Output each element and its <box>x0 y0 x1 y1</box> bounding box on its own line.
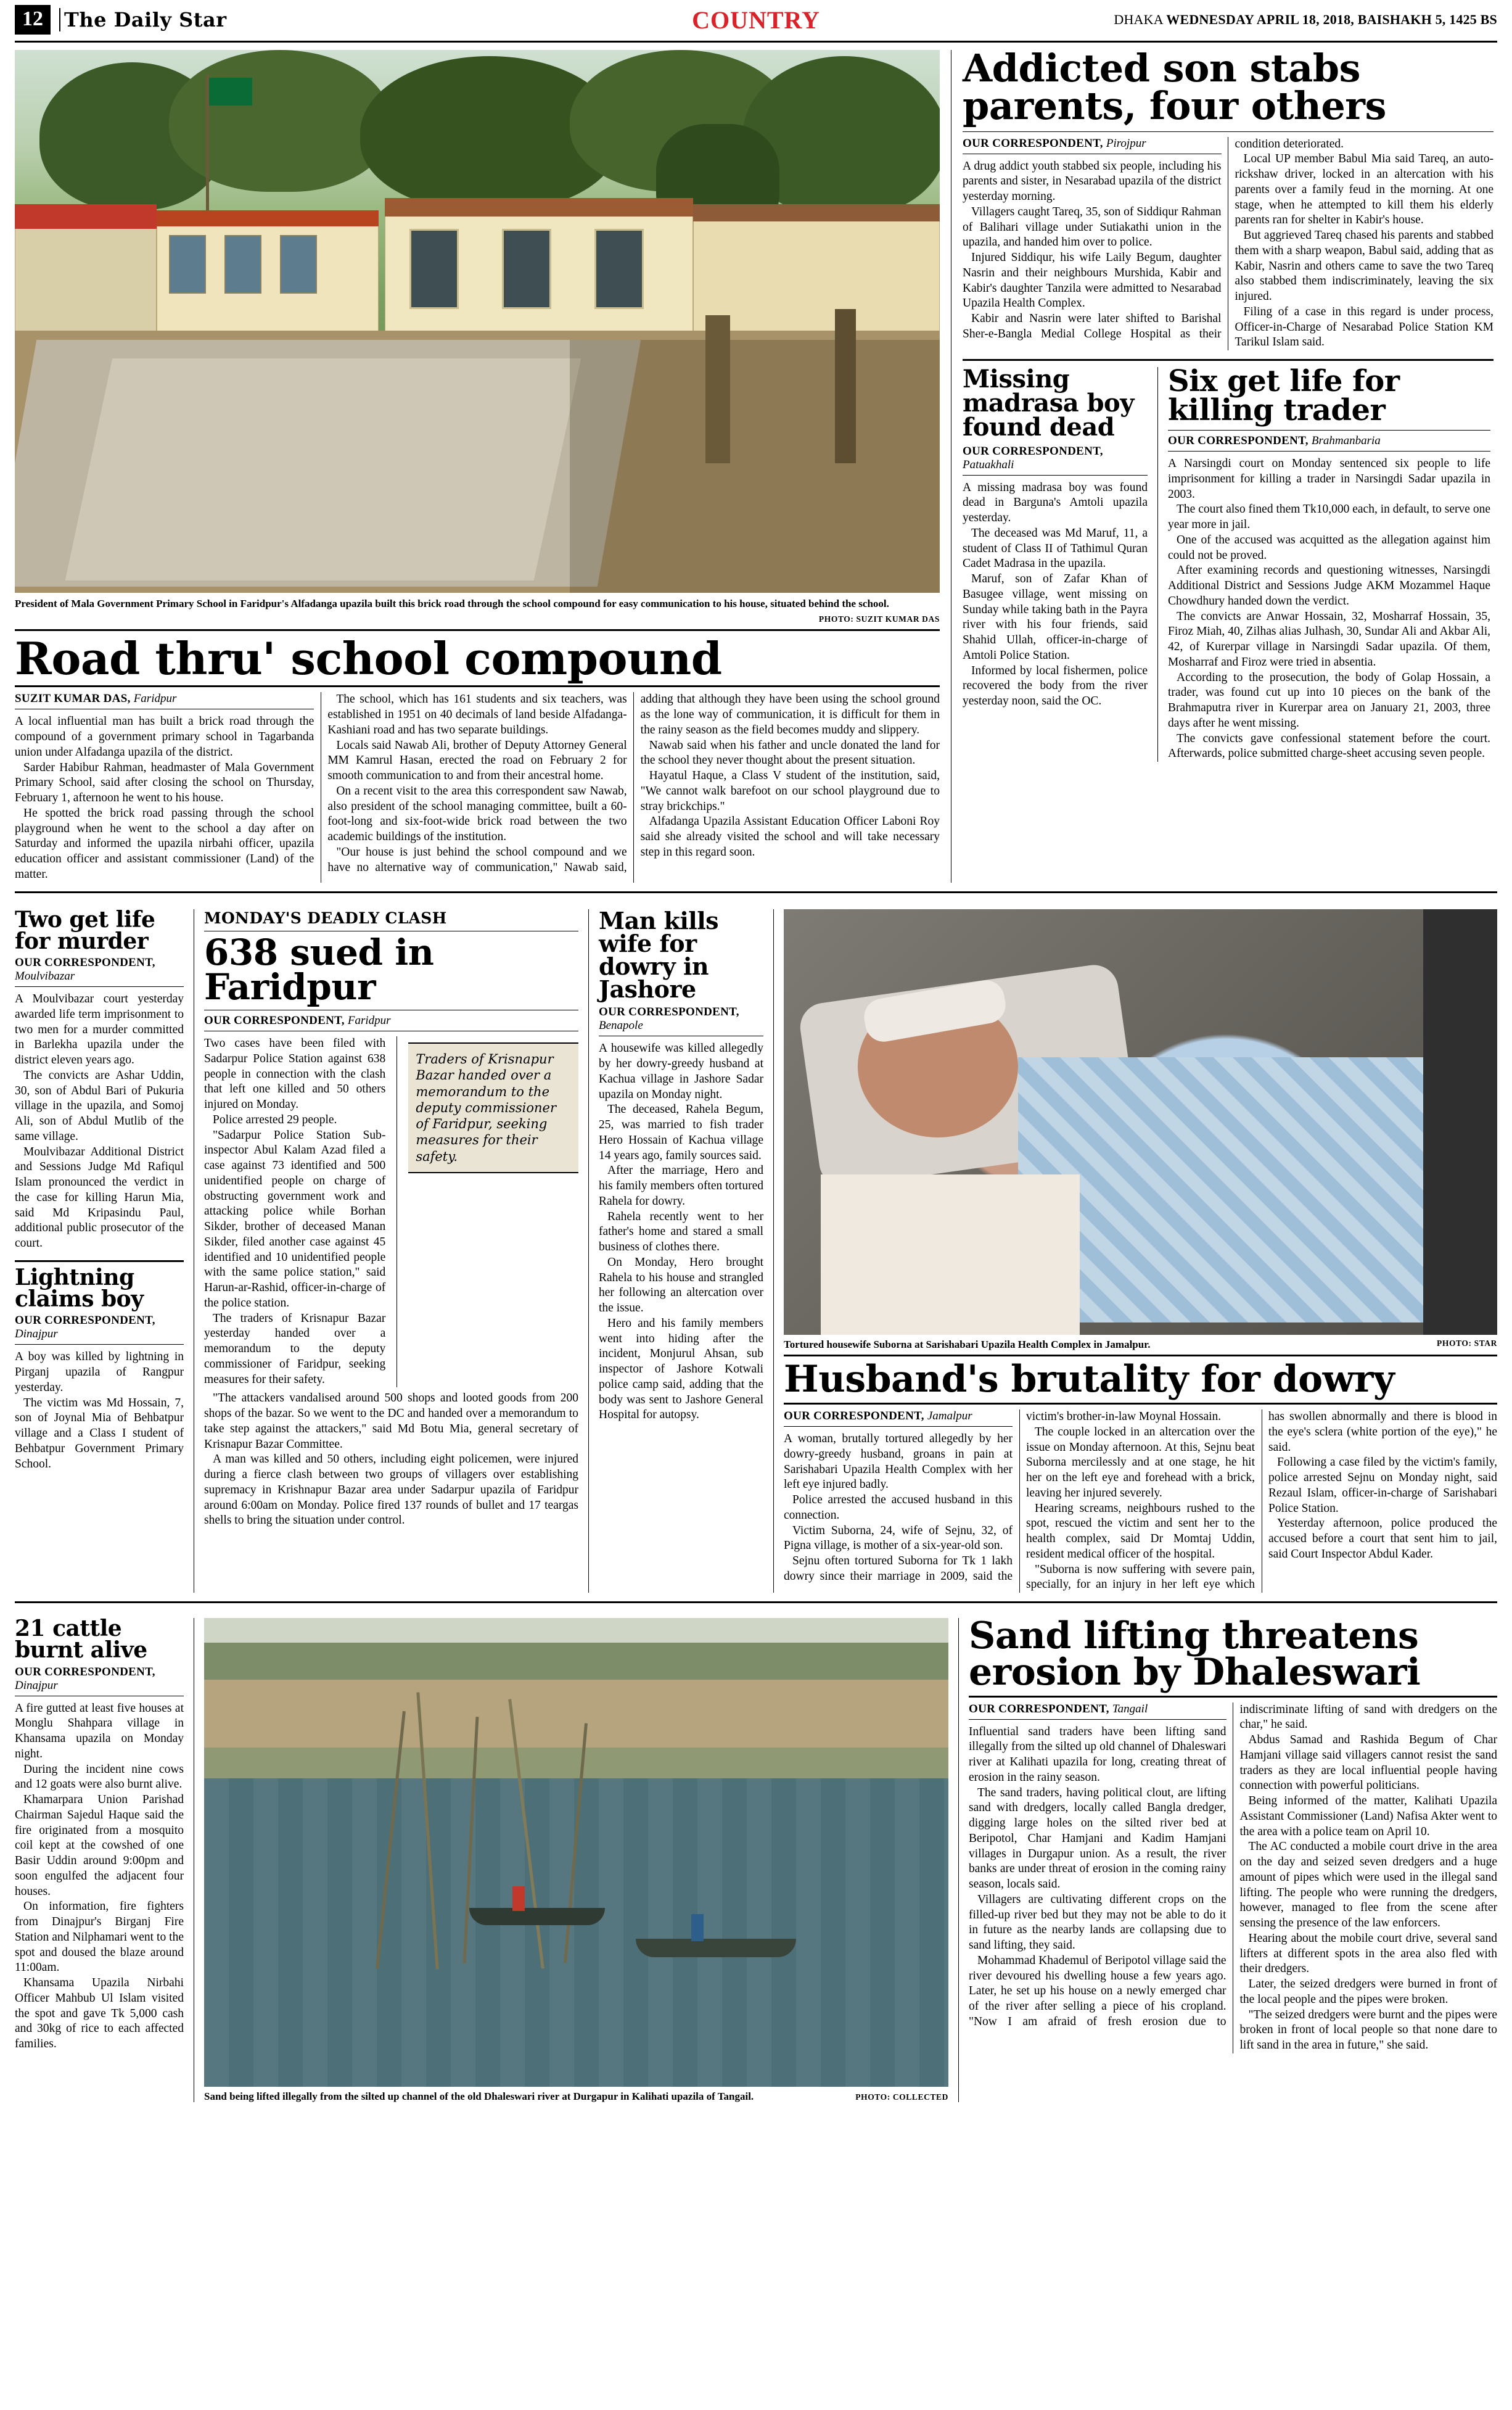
paragraph: "Our house is just behind the school compound and we have no alternative way of communication," Nawab said, adding that although they have been using the school ground as the lone way of communication, it is difficult for them in the rainy season as the field becomes muddy and slippery. <box>327 693 940 874</box>
paragraph: "Suborna is now suffering with severe pain, specially, for an injury in her left eye which has swollen abnormally and there is blood in the eye's sclera (white portion of the eye)," he said. <box>1026 1410 1497 1591</box>
col-sand-story <box>958 1614 1497 2102</box>
paragraph: "The seized dredgers were burnt and the pipes were broken in front of local people so that none dare to lift sand in the area in future," she said. <box>1239 2008 1497 2052</box>
paper-logo: The Daily Star <box>59 8 233 31</box>
paragraph: Sejnu often tortured Suborna for Tk 1 lakh dowry since their marriage in 2009, said the victim's brother-in-law Moynal Hossain. <box>784 1410 1222 1583</box>
paragraph: Informed by local fishermen, police recovered the body from the river yesterday noon, said the OC. <box>963 664 1148 708</box>
paragraph: The couple locked in an altercation over the issue on Monday afternoon. At this, Sejnu beat Suborna mercilessly and at one stage, he hit her on the left eye and forehead with a brick, leaving her injured severely. <box>1026 1425 1255 1500</box>
col-husband <box>773 909 1497 1593</box>
paragraph: The convicts are Anwar Hossain, 32, Mosharraf Hossain, 35, Firoz Miah, 40, Zilhas alias Julhash, 30, Sundar Ali and Akbar Ali, 42, of Kurerpar village in Narsingdi Sadar upazila. Of them, Mosharraf and Firoz were tried in absentia. <box>1168 609 1490 669</box>
cattle-headline: 21 cattle burnt alive <box>15 1616 147 1664</box>
husband-headline: Husband's brutality for dowry <box>784 1358 1395 1401</box>
lead-photo-credit: PHOTO: SUZIT KUMAR DAS <box>818 614 940 624</box>
paragraph: Injured Siddiqur, his wife Laily Begum, daughter Nasrin and their neighbours Murshida, Kabir and Kabir's daughter Tanzila were admitted to Nesarabad Upazila Health Complex. <box>963 251 1222 310</box>
paragraph: A Moulvibazar court yesterday awarded life term imprisonment to two men for a murder committed in Barlekha upazila under the district eleven years ago. <box>15 992 184 1067</box>
paragraph: A housewife was killed allegedly by her dowry-greedy husband at Kachua village in Jashore Sadar upazila on Monday night. <box>599 1042 763 1101</box>
col-638 <box>194 909 588 1593</box>
paragraph: Hearing about the mobile court drive, several sand lifters at different spots in the area also fled with their dredgers. <box>1239 1931 1497 1976</box>
sand-photo-caption: Sand being lifted illegally from the silted up channel of the old Dhaleswari river at Durgapur in Kalihati upazila of Tangail. <box>204 2090 754 2103</box>
addicted-body <box>963 137 1494 351</box>
638-headline: 638 sued in Faridpur <box>204 931 434 1009</box>
paragraph: Alfadanga Upazila Assistant Education Officer Laboni Roy said she already visited the school and will take necessary step in this regard soon. <box>640 815 940 859</box>
paragraph: He spotted the brick road passing through the school playground when he went to the school a day after on Saturday and informed the upazila nirbahi officer, upazila education officer and assistant commissioner (Land) of the matter. <box>15 806 314 881</box>
bottom-section <box>15 1612 1497 2102</box>
paragraph: A local influential man has built a brick road through the compound of a government primary school in Tagarbanda union under Alfadanga upazila of the district. <box>15 715 314 759</box>
paragraph: Following a case filed by the victim's family, police arrested Sejnu on Monday night, said Rezaul Islam, officer-in-charge of Sarishabari Police Station. <box>1268 1456 1497 1515</box>
suborna-photo <box>784 909 1497 1335</box>
paragraph: Sarder Habibur Rahman, headmaster of Mala Government Primary School, said after closing the school on Thursday, February 1, afternoon he went to his house. <box>15 761 314 805</box>
paragraph: Two cases have been filed with Sadarpur Police Station against 638 people in connection with the clash that left one killed and 50 others injured on Monday. <box>204 1037 386 1112</box>
638-pullquote: Traders of Krisnapur Bazar handed over a memorandum to the deputy commissioner of Faridpur, seeking measures for their safety. <box>408 1042 578 1173</box>
paragraph: Later, the seized dredgers were burned in front of the local people and the pipes were broken. <box>1239 1978 1497 2006</box>
paragraph: A woman, brutally tortured allegedly by her dowry-greedy husband, groans in pain at Sarishabari Upazila Health Complex with her left eye injured badly. <box>784 1432 1013 1492</box>
col-sand-photo <box>194 1618 958 2102</box>
lightning-headline: Lightning claims boy <box>15 1264 144 1313</box>
paragraph: Hayatul Haque, a Class V student of the institution, said, "We cannot walk barefoot on our school playground due to stray brickchips." <box>640 769 940 813</box>
dateline-city: DHAKA <box>1114 12 1163 27</box>
top-section <box>15 43 1497 883</box>
paragraph: Yesterday afternoon, police produced the accused before a court that sent him to jail, said Court Inspector Abdul Kader. <box>1268 1517 1497 1561</box>
sand-photo <box>204 1618 948 2087</box>
paragraph: On a recent visit to the area this correspondent saw Nawab, also president of the school managing committee, built a 60-foot-long and six-foot-wide brick road between the two academic buildings of the institution. <box>327 784 627 844</box>
paragraph: Locals said Nawab Ali, brother of Deputy Attorney General MM Kamrul Hasan, erected the road on February 2 for smooth communication to and from their ancestral home. <box>327 738 627 783</box>
paragraph: On Monday, Hero brought Rahela to his house and strangled her following an altercation over the issue. <box>599 1255 763 1315</box>
addicted-headline: Addicted son stabs parents, four others <box>963 46 1386 128</box>
col-cattle <box>15 1618 194 2102</box>
cattle-byline: OUR CORRESPONDENT, Dinajpur <box>15 1665 155 1692</box>
col-two-life <box>15 906 194 1593</box>
paragraph: Being informed of the matter, Kalihati Upazila Assistant Commissioner (Land) Nafisa Akter went to the area with a police team on April 10. <box>1239 1794 1497 1838</box>
paragraph: "Sadarpur Police Station Sub-inspector Abul Kalam Azad filed a case against 73 identified and 500 unidentified people on charge of obstructing government work and attacking police while Borhan Sikder, brother of deceased Manan Sikder, filed another case against 45 identified and 10 unidentified people with the same police station," said Harun-ar-Rashid, officer-in-charge of the police station. <box>204 1128 386 1310</box>
twolife-byline: OUR CORRESPONDENT, Moulvibazar <box>15 956 155 983</box>
lead-story-block <box>15 50 940 883</box>
twolife-headline: Two get life for murder <box>15 906 155 954</box>
paragraph: But aggrieved Tareq chased his parents and stabbed them with a sharp weapon, Babul said, adding that as Kabir, Nasrin and others came to save the two Tareq also stabbed them indiscriminately, leaving the six injured. <box>1235 229 1494 303</box>
paragraph: A fire gutted at least five houses at Monglu Shahpara village in Khansama upazila on Monday night. <box>15 1701 184 1760</box>
paragraph: Maruf, son of Zafar Khan of Basugee village, went missing on Sunday while taking bath in the Payra river with his four friends, said Shahid Ullah, officer-in-charge of Amtoli Police Station. <box>963 572 1148 662</box>
paragraph: Influential sand traders have been lifting sand illegally from the silted up old channel of Dhaleswari river at Kalihati upazila for long, creating threat of erosion in the rainy season. <box>969 1725 1226 1784</box>
paragraph: On information, fire fighters from Dinajpur's Birganj Fire Station and Nilphamari went to the spot and doused the blaze around 11:00am. <box>15 1900 184 1975</box>
638-kicker: MONDAY'S DEADLY CLASH <box>204 909 447 927</box>
husband-body <box>784 1409 1497 1593</box>
paragraph: Police arrested the accused husband in this connection. <box>784 1493 1013 1522</box>
paragraph: During the incident nine cows and 12 goats were also burnt alive. <box>15 1762 184 1791</box>
suborna-photo-caption: Tortured housewife Suborna at Sarishabari Upazila Health Complex in Jamalpur. <box>784 1338 1151 1350</box>
paragraph: Kabir and Nasrin were later shifted to Barishal Sher-e-Bangla Medial College Hospital as their condition deteriorated. <box>963 137 1344 340</box>
paragraph: Abdus Samad and Rashida Begum of Char Hamjani village said villagers cannot resist the sand traders as they are local influential people having connection with powerful politicians. <box>1239 1733 1497 1793</box>
sand-headline: Sand lifting threatens erosion by Dhaleswari <box>969 1614 1421 1694</box>
paragraph: Moulvibazar Additional District and Sessions Judge Md Rafiqul Islam pronounced the verdict in the case for killing Harun Mia, said Md Kripasindu Paul, additional public prosecutor of the court. <box>15 1145 184 1250</box>
paragraph: Victim Suborna, 24, wife of Sejnu, 32, of Pigna village, is mother of a six-year-old son. <box>784 1524 1013 1553</box>
sixlife-headline: Six get life for killing trader <box>1168 364 1400 428</box>
sixlife-byline: OUR CORRESPONDENT, Brahmanbaria <box>1168 434 1381 448</box>
paragraph: Nawab said when his father and uncle donated the land for the school they never thought about the present situation. <box>640 738 940 767</box>
paragraph: The deceased was Md Maruf, 11, a student of Class II of Tathimul Quran Cadet Madrasa in the upazila. <box>963 526 1148 571</box>
madrasa-byline: OUR CORRESPONDENT, Patuakhali <box>963 444 1103 471</box>
madrasa-story <box>963 367 1148 762</box>
paragraph: A drug addict youth stabbed six people, including his parents and sister, in Nesarabad upazila of the district yesterday morning. <box>963 159 1222 203</box>
dateline-date: WEDNESDAY APRIL 18, 2018, BAISHAKH 5, 1425 BS <box>1166 12 1497 27</box>
page-title: Road thru' school compound <box>15 632 722 685</box>
paragraph: Hero and his family members went into hiding after the incident, Monjurul Ahsan, sub inspector of Jashore Kotwali police camp said, adding that the body was sent to Jashore General Hospital for autopsy. <box>599 1316 763 1422</box>
sixlife-story <box>1157 364 1490 762</box>
jashore-byline: OUR CORRESPONDENT, Benapole <box>599 1005 739 1033</box>
sand-photo-credit: PHOTO: COLLECTED <box>855 2092 948 2102</box>
paragraph: Villagers are cultivating different crops on the filled-up river bed but they may not be able to do it in future as the nearby lands are collapsing due to sand lifting, they said. <box>969 1892 1226 1952</box>
paragraph: The sand traders, having political clout, are lifting sand with dredgers, locally called Bangla dredger, digging large holes on the silted river bed at Beripotol, Char Hamjani and Kadim Hamjani villages in Durgapur union. As a result, the river banks are under threat of erosion in the coming rainy season, locals said. <box>969 1786 1226 1891</box>
paragraph: Local UP member Babul Mia said Tareq, an auto-rickshaw driver, locked in an altercation with his parents over a family feud in the morning. At one stage, when he attempted to kill them his elderly parents ran for shelter in Kabir's house. <box>1235 152 1494 227</box>
masthead <box>15 0 1497 43</box>
paragraph: One of the accused was acquitted as the allegation against him could not be proved. <box>1168 533 1490 562</box>
paragraph: The victim was Md Hossain, 7, son of Joynal Mia of Behbatpur village and a Class I student of Behbatpur Government Primary School. <box>15 1396 184 1471</box>
paragraph: A boy was killed by lightning in Pirganj upazila of Rangpur yesterday. <box>15 1350 184 1394</box>
paragraph: After the marriage, Hero and his family members often tortured Rahela for dowry. <box>599 1164 763 1208</box>
sand-byline: OUR CORRESPONDENT, Tangail <box>969 1702 1148 1715</box>
road-byline: SUZIT KUMAR DAS, Faridpur <box>15 692 177 706</box>
paragraph: Rahela recently went to her father's home and stared a small business of clothes there. <box>599 1210 763 1254</box>
lead-photo <box>15 50 940 593</box>
paragraph: The school, which has 161 students and six teachers, was established in 1951 on 40 decimals of land beside Alfadanga-Kashiani road and has two separate buildings. <box>327 693 627 737</box>
section-title: COUNTRY <box>692 6 820 34</box>
madrasa-headline: Missing madrasa boy found dead <box>963 365 1134 442</box>
husband-byline: OUR CORRESPONDENT, Jamalpur <box>784 1409 972 1423</box>
paragraph: A man was killed and 50 others, including eight policemen, were injured during a fierce clash between two groups of villagers over establishing supremacy in Krishnapur Bazar area under Sadarpur upazila of Faridpur around 6:00am on Monday. Police fired 137 rounds of bullet and 17 teargas shells to bring the situation under control. <box>204 1453 578 1527</box>
lead-photo-caption: President of Mala Government Primary School in Faridpur's Alfadanga upazila built this brick road through the school compound for easy communication to his house, situated behind the school. <box>15 598 889 609</box>
paragraph: After examining records and questioning witnesses, Narsingdi Additional District and Sessions Judge AKM Mozammel Haque Chowdhury handed down the verdict. <box>1168 564 1490 608</box>
paragraph: The convicts are Ashar Uddin, 30, son of Abdul Bari of Pukuria village in the upazila, and Somoj Ali, son of Abdul Mutlib of the same village. <box>15 1068 184 1143</box>
paragraph: According to the prosecution, the body of Golap Hossain, a trader, was found cut up into 10 pieces on the bank of the Brahmaputra river in Kurerpar area on January 21, 2003, three days after he went missing. <box>1168 671 1490 730</box>
page-number: 12 <box>15 5 51 35</box>
paragraph: The convicts gave confessional statement before the court. Afterwards, police submitted charge-sheet accusing seven people. <box>1168 732 1490 761</box>
paragraph: Filing of a case in this regard is under process, Officer-in-Charge of Nesarabad Police Station KM Tarikul Islam said. <box>1235 305 1494 349</box>
jashore-headline: Man kills wife for dowry in Jashore <box>599 906 719 1004</box>
paragraph: Mohammad Khademul of Beripotol village said the river devoured his dwelling house a few years ago. Later, he set up his house on a newly emerged char of the river after selling a piece of his cropland. "Now I am afraid of fresh erosion due to indiscriminate lifting of sand with dredgers on the char," he said. <box>969 1702 1497 2028</box>
paragraph: The AC conducted a mobile court drive in the area on the day and seized seven dredgers and a huge amount of pipes which were used in the illegal sand lifting. The people who were running the dredgers, however, managed to flee from the scene after sensing the presence of the law enforcers. <box>1239 1840 1497 1930</box>
paragraph: Hearing screams, neighbours rushed to the spot, rescued the victim and sent her to the health complex, said Dr Momtaj Uddin, resident medical officer of the hospital. <box>1026 1501 1255 1561</box>
paragraph: Police arrested 29 people. <box>213 1113 337 1126</box>
col-jashore <box>588 906 773 1593</box>
road-story-body <box>15 692 940 882</box>
paragraph: The deceased, Rahela Begum, 25, was married to fish trader Hero Hossain of Kachua village 14 years ago, family sources said. <box>599 1103 763 1162</box>
paragraph: The traders of Krisnapur Bazar yesterday handed over a memorandum to the deputy commissioner of Faridpur, seeking measures for their safety. <box>204 1311 386 1386</box>
suborna-photo-credit: PHOTO: STAR <box>1437 1338 1497 1348</box>
paragraph: A Narsingdi court on Monday sentenced six people to life imprisonment for killing a trader in Narsingdi Sadar upazila in 2003. <box>1168 457 1490 501</box>
paragraph: Khamarpara Union Parishad Chairman Sajedul Haque said the fire originated from a mosquito coil kept at the cowshed of one Basir Uddin around 9:00pm and soon engulfed the adjacent four houses. <box>15 1793 184 1898</box>
middle-section <box>15 903 1497 1593</box>
638-col1 <box>204 1036 385 1387</box>
paragraph: The court also fined them Tk10,000 each, in default, to serve one year more in jail. <box>1168 503 1490 532</box>
right-column <box>951 46 1494 883</box>
sand-body <box>969 1702 1497 2053</box>
paragraph: Khansama Upazila Nirbahi Officer Mahbub Ul Islam visited the spot and gave Tk 5,000 cash and 30kg of rice to each affected families. <box>15 1976 184 2051</box>
638-byline: OUR CORRESPONDENT, Faridpur <box>204 1014 391 1028</box>
addicted-byline: OUR CORRESPONDENT, Pirojpur <box>963 136 1146 150</box>
638-col2 <box>396 1036 578 1387</box>
lightning-byline: OUR CORRESPONDENT, Dinajpur <box>15 1314 155 1341</box>
paragraph: A missing madrasa boy was found dead in Barguna's Amtoli upazila yesterday. <box>963 481 1148 525</box>
paragraph: "The attackers vandalised around 500 shops and looted goods from 200 shops of the bazar. So we went to the DC and handed over a memorandum to take step against the attackers," said Md Botu Mia, general secretary of Krisnapur Bazar Committee. <box>204 1392 578 1451</box>
paragraph: Villagers caught Tareq, 35, son of Siddiqur Rahman of Balihari village under Sutiakathi union in the upazila, and handed him over to police. <box>963 205 1222 249</box>
